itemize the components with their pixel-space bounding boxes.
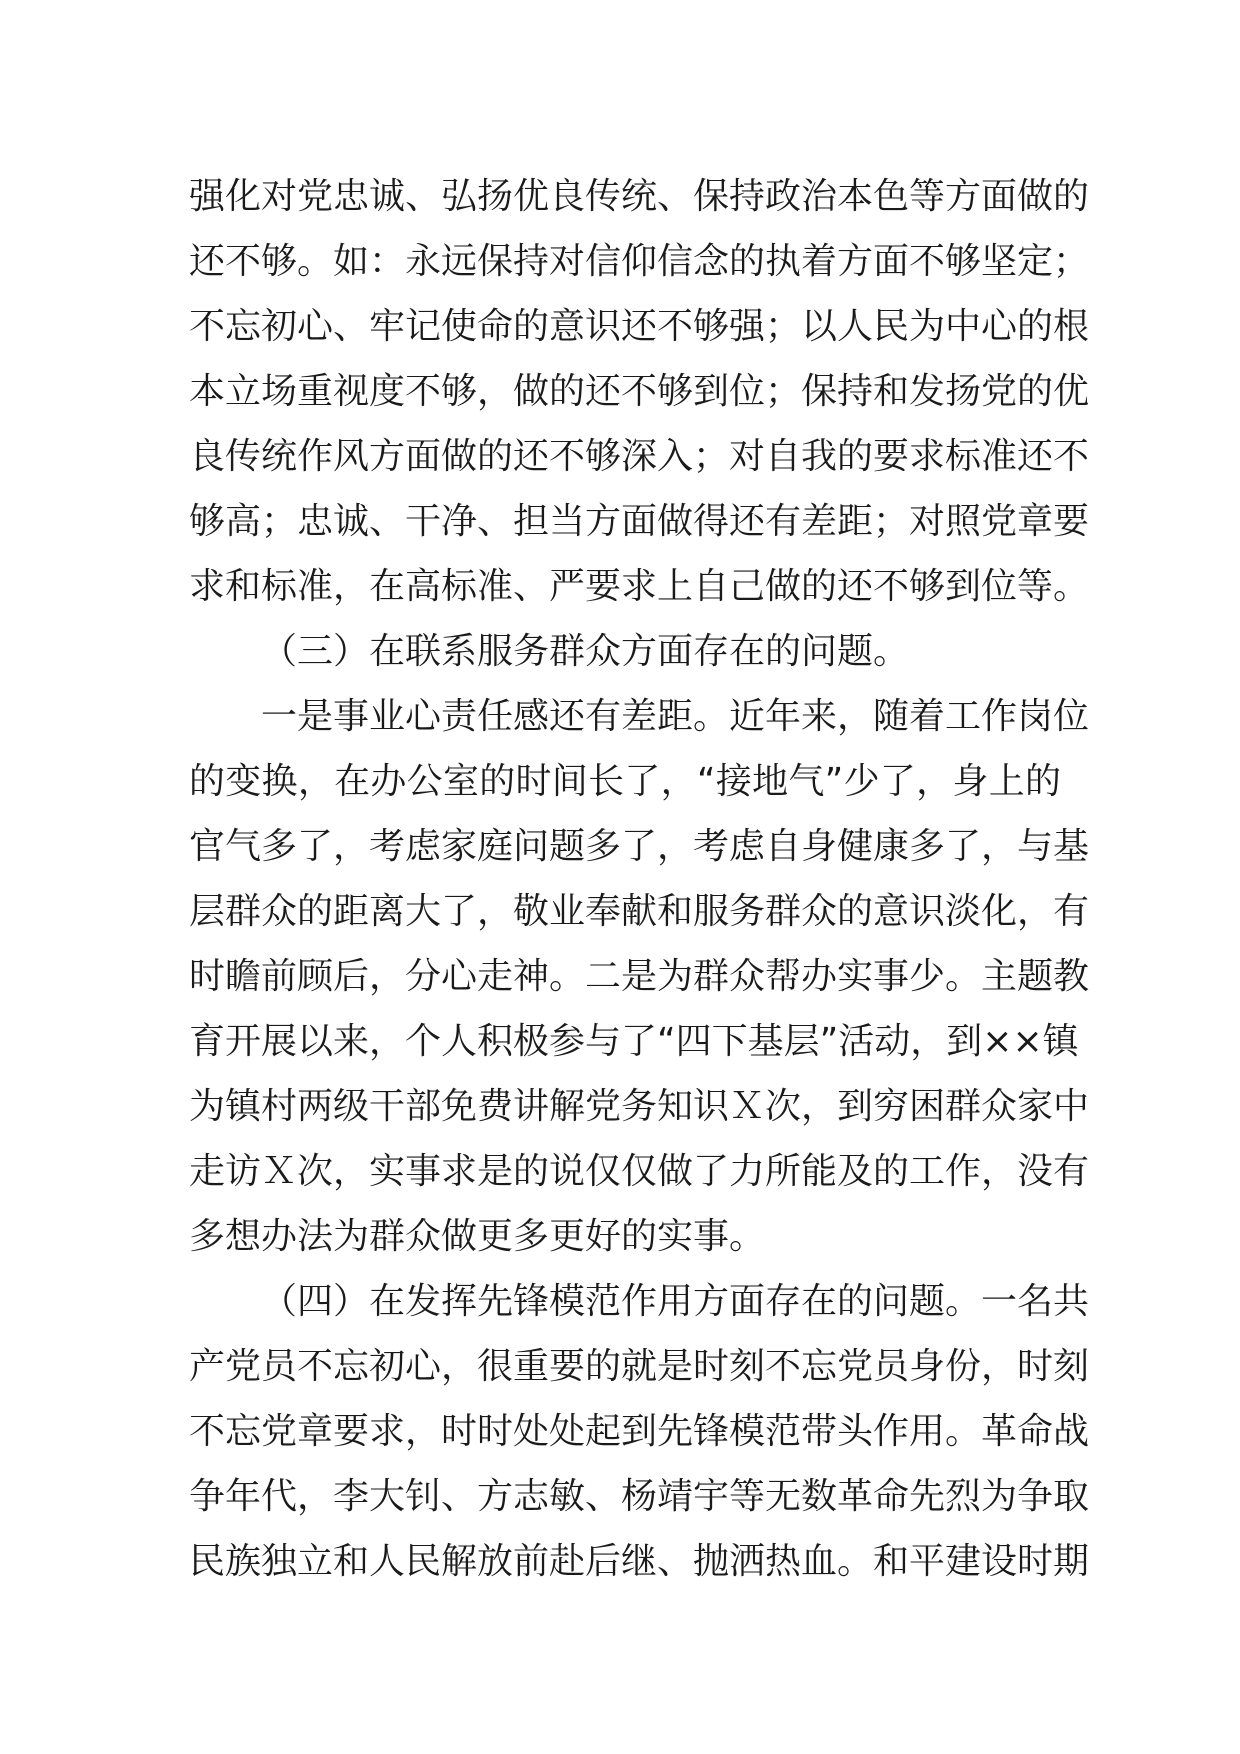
text-line: 为镇村两级干部免费讲解党务知识Ｘ次，到穷困群众家中	[189, 1086, 1090, 1127]
text-line: 层群众的距离大了，敬业奉献和服务群众的意识淡化，有	[189, 891, 1090, 932]
text-line: 产党员不忘初心，很重要的就是时刻不忘党员身份，时刻	[189, 1346, 1090, 1387]
text-line: （四）在发挥先锋模范作用方面存在的问题。一名共	[261, 1281, 1090, 1322]
text-line: 不忘初心、牢记使命的意识还不够强；以人民为中心的根	[189, 306, 1090, 347]
section-heading-3	[189, 619, 1061, 684]
text-line: 够高；忠诚、干净、担当方面做得还有差距；对照党章要	[189, 501, 1090, 542]
document-body	[189, 164, 1090, 1594]
text-line: 还不够。如：永远保持对信仰信念的执着方面不够坚定；	[189, 241, 1090, 282]
text-line: 多想办法为群众做更多更好的实事。	[189, 1216, 766, 1257]
text-line: 时瞻前顾后，分心走神。二是为群众帮办实事少。主题教	[189, 956, 1090, 997]
text-line: 官气多了，考虑家庭问题多了，考虑自身健康多了，与基	[189, 826, 1090, 867]
paragraph-3	[189, 684, 1090, 1269]
text-line: 本立场重视度不够，做的还不够到位；保持和发扬党的优	[189, 371, 1090, 412]
paragraph-1	[189, 164, 1090, 619]
text-line: 求和标准，在高标准、严要求上自己做的还不够到位等。	[189, 566, 1090, 607]
text-line: 走访Ｘ次，实事求是的说仅仅做了力所能及的工作，没有	[189, 1151, 1090, 1192]
text-line: 育开展以来，个人积极参与了“四下基层”活动，到××镇	[189, 1021, 1079, 1062]
text-line: 良传统作风方面做的还不够深入；对自我的要求标准还不	[189, 436, 1090, 477]
text-line: 一是事业心责任感还有差距。近年来，随着工作岗位	[261, 696, 1090, 737]
text-line: 民族独立和人民解放前赴后继、抛洒热血。和平建设时期	[189, 1541, 1090, 1582]
paragraph-4	[189, 1269, 1090, 1594]
text-line: 不忘党章要求，时时处处起到先锋模范带头作用。革命战	[189, 1411, 1090, 1452]
text-line: 争年代，李大钊、方志敏、杨靖宇等无数革命先烈为争取	[189, 1476, 1090, 1517]
text-line: 强化对党忠诚、弘扬优良传统、保持政治本色等方面做的	[189, 176, 1090, 217]
text-line: 的变换，在办公室的时间长了，“接地气”少了，身上的	[189, 761, 1061, 802]
heading-line: （三）在联系服务群众方面存在的问题。	[261, 631, 910, 672]
